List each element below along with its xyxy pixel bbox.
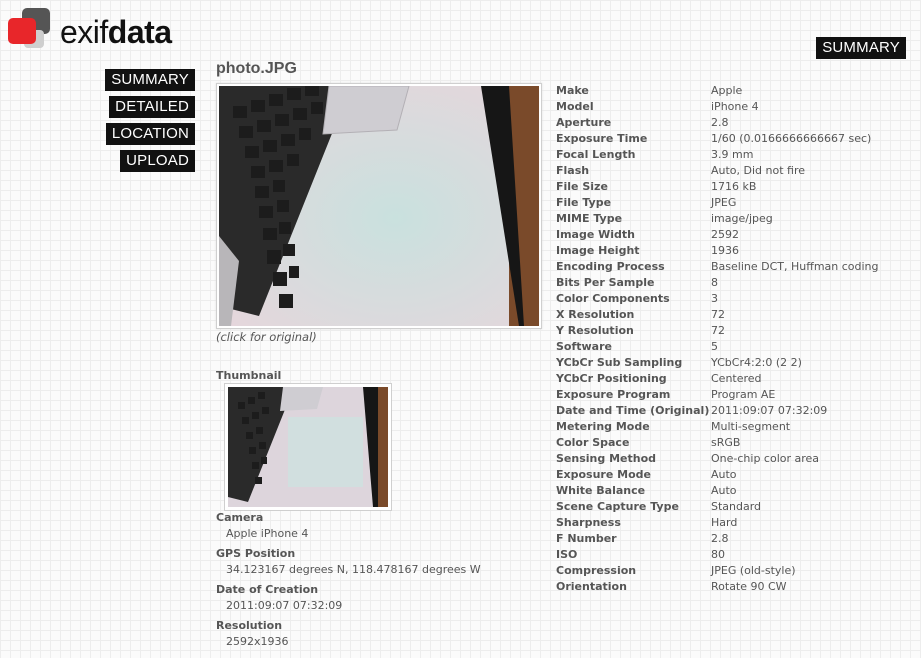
metadata-key: ISO xyxy=(556,548,578,561)
metadata-row xyxy=(556,563,879,579)
metadata-key: Software xyxy=(556,340,612,353)
metadata-row xyxy=(556,307,879,323)
metadata-row xyxy=(556,275,879,291)
metadata-key: Bits Per Sample xyxy=(556,276,655,289)
metadata-key: Scene Capture Type xyxy=(556,500,679,513)
metadata-value: Auto xyxy=(711,468,737,481)
metadata-row xyxy=(556,531,879,547)
metadata-row xyxy=(556,131,879,147)
metadata-row xyxy=(556,355,879,371)
metadata-row xyxy=(556,435,879,451)
metadata-row xyxy=(556,339,879,355)
metadata-row xyxy=(556,483,879,499)
thumbnail-label: Thumbnail xyxy=(216,369,282,382)
metadata-value: 8 xyxy=(711,276,718,289)
metadata-key: Aperture xyxy=(556,116,612,129)
metadata-row xyxy=(556,547,879,563)
metadata-row xyxy=(556,179,879,195)
metadata-key: White Balance xyxy=(556,484,646,497)
file-title: photo.JPG xyxy=(216,60,297,77)
metadata-value: 3 xyxy=(711,292,718,305)
creation-date-value: 2011:09:07 07:32:09 xyxy=(226,599,343,612)
metadata-key: Focal Length xyxy=(556,148,636,161)
resolution-value: 2592x1936 xyxy=(226,635,289,648)
metadata-key: Y Resolution xyxy=(556,324,634,337)
logo-mark-icon xyxy=(8,8,52,50)
metadata-key: Color Components xyxy=(556,292,670,305)
photo-preview[interactable] xyxy=(216,83,542,329)
camera-label: Camera xyxy=(216,511,264,524)
metadata-row xyxy=(556,371,879,387)
metadata-value: Baseline DCT, Huffman coding xyxy=(711,260,879,273)
metadata-key: Make xyxy=(556,84,589,97)
metadata-row xyxy=(556,419,879,435)
thumbnail-image xyxy=(228,387,388,507)
metadata-key: Exposure Program xyxy=(556,388,671,401)
metadata-value: 1936 xyxy=(711,244,739,257)
metadata-row xyxy=(556,195,879,211)
metadata-value: Apple xyxy=(711,84,743,97)
gps-label: GPS Position xyxy=(216,547,296,560)
metadata-row xyxy=(556,99,879,115)
metadata-value: sRGB xyxy=(711,436,741,449)
photo-caption: (click for original) xyxy=(216,330,317,344)
metadata-value: image/jpeg xyxy=(711,212,773,225)
metadata-value: Multi-segment xyxy=(711,420,791,433)
metadata-value: JPEG xyxy=(711,196,737,209)
exifdata-logo[interactable] xyxy=(8,8,178,50)
metadata-row xyxy=(556,451,879,467)
metadata-key: Model xyxy=(556,100,594,113)
metadata-key: Compression xyxy=(556,564,637,577)
metadata-value: Auto xyxy=(711,484,737,497)
metadata-key: F Number xyxy=(556,532,617,545)
metadata-row xyxy=(556,387,879,403)
camera-value: Apple iPhone 4 xyxy=(226,527,309,540)
metadata-value: 72 xyxy=(711,308,725,321)
metadata-value: 1/60 (0.0166666666667 sec) xyxy=(711,132,872,145)
nav-detailed-button[interactable]: DETAILED xyxy=(109,96,195,118)
metadata-row xyxy=(556,147,879,163)
metadata-value: 3.9 mm xyxy=(711,148,754,161)
metadata-key: Date and Time (Original) xyxy=(556,404,710,417)
nav-summary-button[interactable]: SUMMARY xyxy=(105,69,195,91)
metadata-value: 2011:09:07 07:32:09 xyxy=(711,404,828,417)
metadata-key: Sharpness xyxy=(556,516,621,529)
metadata-value: Rotate 90 CW xyxy=(711,580,787,593)
metadata-row xyxy=(556,211,879,227)
metadata-value: 2.8 xyxy=(711,532,729,545)
metadata-row xyxy=(556,227,879,243)
metadata-value: 5 xyxy=(711,340,718,353)
metadata-row xyxy=(556,579,879,595)
metadata-key: Exposure Time xyxy=(556,132,648,145)
metadata-row xyxy=(556,499,879,515)
creation-date-label: Date of Creation xyxy=(216,583,319,596)
metadata-key: Sensing Method xyxy=(556,452,656,465)
metadata-value: One-chip color area xyxy=(711,452,820,465)
metadata-key: Metering Mode xyxy=(556,420,650,433)
nav-upload-button[interactable]: UPLOAD xyxy=(120,150,195,172)
nav-location-button[interactable]: LOCATION xyxy=(106,123,195,145)
metadata-value: YCbCr4:2:0 (2 2) xyxy=(711,356,802,369)
metadata-value: 2.8 xyxy=(711,116,729,129)
metadata-row xyxy=(556,243,879,259)
logo-text: exifdata xyxy=(60,14,172,50)
metadata-key: Orientation xyxy=(556,580,627,593)
gps-value: 34.123167 degrees N, 118.478167 degrees W xyxy=(226,563,481,576)
metadata-value: 72 xyxy=(711,324,725,337)
metadata-key: File Type xyxy=(556,196,612,209)
metadata-row xyxy=(556,403,879,419)
metadata-key: Image Height xyxy=(556,244,640,257)
metadata-value: Centered xyxy=(711,372,762,385)
metadata-row xyxy=(556,291,879,307)
metadata-value: 1716 kB xyxy=(711,180,757,193)
metadata-row xyxy=(556,259,879,275)
metadata-row xyxy=(556,323,879,339)
metadata-value: Standard xyxy=(711,500,762,513)
metadata-row xyxy=(556,515,879,531)
metadata-key: MIME Type xyxy=(556,212,623,225)
metadata-value: Hard xyxy=(711,516,738,529)
metadata-row xyxy=(556,83,879,99)
thumbnail-preview xyxy=(224,383,392,511)
metadata-key: Encoding Process xyxy=(556,260,665,273)
laptop-photo-image xyxy=(219,86,539,326)
metadata-key: YCbCr Sub Sampling xyxy=(556,356,683,369)
metadata-key: Color Space xyxy=(556,436,630,449)
metadata-value: Auto, Did not fire xyxy=(711,164,806,177)
metadata-value: iPhone 4 xyxy=(711,100,759,113)
metadata-table xyxy=(556,83,879,595)
metadata-key: YCbCr Positioning xyxy=(556,372,667,385)
metadata-value: JPEG (old-style) xyxy=(711,564,796,577)
metadata-value: 80 xyxy=(711,548,725,561)
metadata-row xyxy=(556,115,879,131)
metadata-value: Program AE xyxy=(711,388,776,401)
metadata-key: Flash xyxy=(556,164,590,177)
metadata-key: Image Width xyxy=(556,228,636,241)
metadata-key: File Size xyxy=(556,180,608,193)
header-summary-button[interactable]: SUMMARY xyxy=(816,37,906,59)
metadata-value: 2592 xyxy=(711,228,739,241)
metadata-row xyxy=(556,467,879,483)
metadata-row xyxy=(556,163,879,179)
metadata-key: Exposure Mode xyxy=(556,468,651,481)
metadata-key: X Resolution xyxy=(556,308,635,321)
resolution-label: Resolution xyxy=(216,619,283,632)
